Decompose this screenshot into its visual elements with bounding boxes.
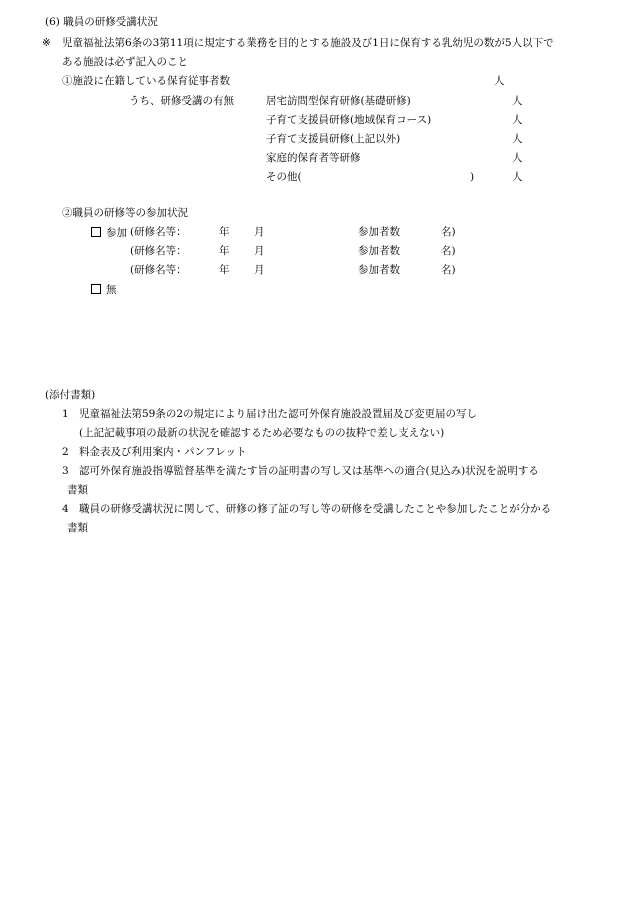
training-name: 居宅訪問型保育研修(基礎研修) (266, 95, 411, 107)
training-name: その他( (266, 171, 302, 183)
attendee-count-label: 参加者数 (358, 245, 400, 257)
training-unit: 人 (512, 171, 523, 183)
training-status-label: うち、研修受講の有無 (129, 95, 234, 107)
month-label: 月 (254, 226, 265, 238)
attachment-number: 1 (62, 408, 69, 420)
attendee-count-label: 参加者数 (358, 226, 400, 238)
section-title: (6) 職員の研修受講状況 (45, 16, 158, 28)
attendee-unit: 名) (441, 226, 456, 238)
note-mark: ※ (42, 37, 51, 49)
training-unit: 人 (512, 95, 523, 107)
year-label: 年 (219, 226, 230, 238)
training-name-field: (研修名等： (130, 226, 187, 238)
training-name-field: (研修名等： (130, 245, 187, 257)
training-close-paren: ) (470, 171, 475, 183)
note-line-1: 児童福祉法第6条の3第11項に規定する業務を目的とする施設及び1日に保育する乳幼児の数が5人以下で (62, 37, 554, 49)
none-label: 無 (106, 284, 117, 296)
attachment-text-continued: 書類 (67, 484, 88, 496)
attend-label: 参加 (106, 227, 127, 239)
month-label: 月 (254, 264, 265, 276)
attachment-text: 料金表及び利用案内・パンフレット (79, 446, 247, 458)
staff-count-unit: 人 (494, 75, 505, 87)
year-label: 年 (219, 264, 230, 276)
training-name: 子育て支援員研修(地域保育コース) (266, 114, 432, 126)
attendee-count-label: 参加者数 (358, 264, 400, 276)
staff-count-label: ①施設に在籍している保育従事者数 (62, 75, 230, 87)
attendee-unit: 名) (441, 245, 456, 257)
attachment-text: 児童福祉法第59条の2の規定により届け出た認可外保育施設設置届及び変更届の写し (79, 408, 478, 420)
training-unit: 人 (512, 133, 523, 145)
attachment-text-continued: (上記記載事項の最新の状況を確認するため必要なものの抜粋で差し支えない) (79, 427, 445, 439)
month-label: 月 (254, 245, 265, 257)
participation-label: ②職員の研修等の参加状況 (62, 207, 188, 219)
attachments-heading: (添付書類) (45, 389, 96, 401)
training-name-field: (研修名等： (130, 264, 187, 276)
training-name: 子育て支援員研修(上記以外) (266, 133, 401, 145)
attachment-text: 職員の研修受講状況に関して、研修の修了証の写し等の研修を受講したことや参加したことが分かる (79, 503, 552, 515)
attachment-number: 2 (62, 446, 69, 458)
training-unit: 人 (512, 114, 523, 126)
attachment-number: 3 (62, 465, 69, 477)
attendee-unit: 名) (441, 264, 456, 276)
attachment-number: 4 (62, 503, 69, 515)
attend-option[interactable] (91, 227, 127, 239)
training-name: 家庭的保育者等研修 (266, 152, 361, 164)
year-label: 年 (219, 245, 230, 257)
none-option[interactable] (91, 284, 117, 296)
attachment-text-continued: 書類 (67, 522, 88, 534)
none-checkbox[interactable] (91, 284, 101, 294)
note-line-2: ある施設は必ず記入のこと (62, 56, 188, 68)
training-unit: 人 (512, 152, 523, 164)
attachment-text: 認可外保育施設指導監督基準を満たす旨の証明書の写し又は基準への適合(見込み)状況を説明する (79, 465, 539, 477)
attend-checkbox[interactable] (91, 227, 101, 237)
